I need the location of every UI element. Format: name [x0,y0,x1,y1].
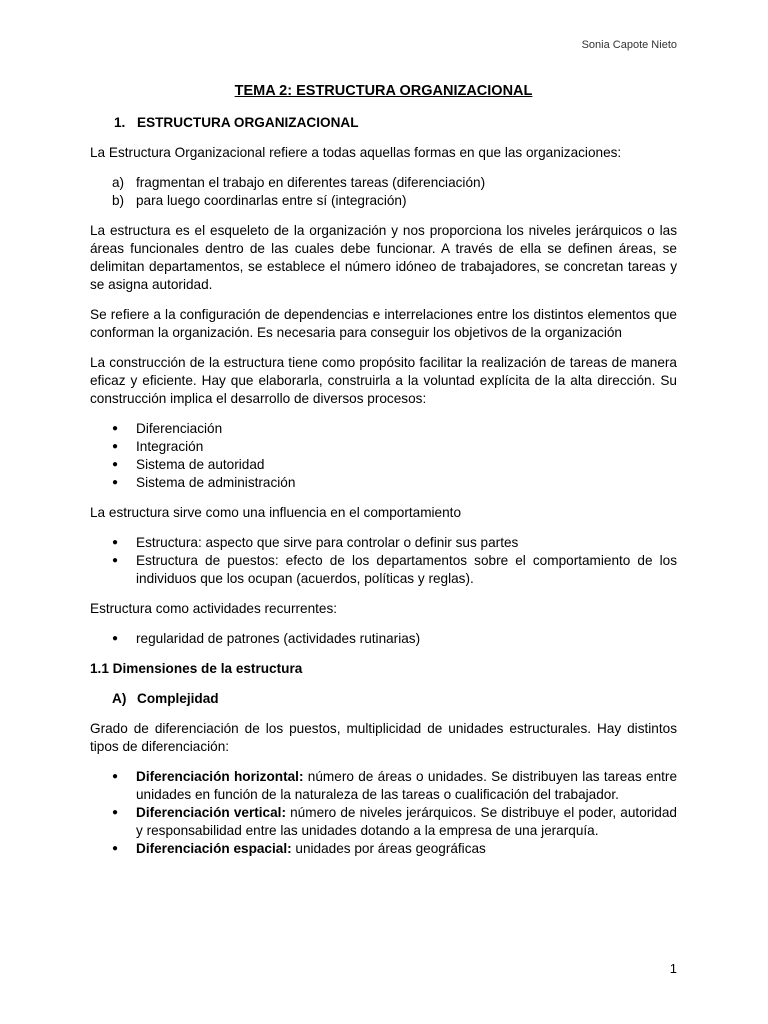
list-item [90,840,677,858]
bullet-icon: ● [112,771,119,782]
document-title: TEMA 2: ESTRUCTURA ORGANIZACIONAL [234,83,533,99]
list-item [90,420,677,438]
bullet-icon: ● [112,843,119,854]
list-item-text: Sistema de autoridad [136,457,265,472]
list-item-text: para luego coordinarlas entre sí (integración) [136,193,407,208]
subsubsection-heading-text: Complejidad [137,691,219,706]
list-item [90,534,677,552]
list-item [90,192,677,210]
list-marker: a) [112,175,125,190]
page-number: 1 [669,961,677,976]
bullet-icon: ● [112,459,119,470]
recurrent-list [90,630,677,648]
list-item-text [136,804,677,840]
processes-list [90,420,677,492]
header-author: Sonia Capote Nieto [581,39,677,51]
paragraph: La estructura sirve como una influencia en el comportamiento [90,505,462,520]
influence-list [90,534,677,588]
paragraph: Grado de diferenciación de los puestos, multiplicidad de unidades estructurales. Hay distintos tipos de diferenciación: [90,721,677,754]
bullet-icon: ● [112,633,119,644]
term: Diferenciación vertical: [136,805,286,820]
list-item-text [136,840,677,858]
list-item-text: Estructura: aspecto que sirve para controlar o definir sus partes [136,535,519,550]
lettered-list [90,174,677,210]
paragraph: La estructura es el esqueleto de la organización y nos proporciona los niveles jerárquicos o las áreas funcionales dentro de las cuales debe funcionar. A través de ella se definen áreas, se delimitan departamentos, se establece el número idóneo de trabajadores, se concretan tareas y se asigna autoridad. [90,223,677,292]
paragraph: Estructura como actividades recurrentes: [90,601,338,616]
bullet-icon: ● [112,807,119,818]
list-item [90,438,677,456]
term: Diferenciación horizontal: [136,769,304,784]
list-item-text: fragmentan el trabajo en diferentes tareas (diferenciación) [136,175,486,190]
section-number: 1. [114,115,126,130]
list-item-text: Sistema de administración [136,475,296,490]
list-item-text: Estructura de puestos: efecto de los departamentos sobre el comportamiento de los individuos que los ocupan (acuerdos, políticas y reglas). [136,553,677,586]
bullet-icon: ● [112,477,119,488]
term: Diferenciación espacial: [136,841,292,856]
list-item [90,804,677,840]
subsection-heading: 1.1 Dimensiones de la estructura [90,661,303,676]
paragraph: Se refiere a la configuración de dependencias e interrelaciones entre los distintos elementos que conforman la organización. Es necesaria para conseguir los objetivos de la organización [90,307,677,340]
bullet-icon: ● [112,441,119,452]
list-item-text: regularidad de patrones (actividades rutinarias) [136,631,421,646]
subsubsection-marker: A) [112,691,127,706]
section-heading-1 [90,114,677,132]
list-marker: b) [112,193,125,208]
definition: número de niveles jerárquicos. Se distribuye el poder, autoridad y responsabilidad entre las unidades dotando a la empresa de una jerarquía. [136,805,677,838]
bullet-icon: ● [112,537,119,548]
list-item [90,456,677,474]
subsubsection-heading [90,690,677,708]
list-item [90,552,677,588]
list-item [90,630,677,648]
definition: número de áreas o unidades. Se distribuyen las tareas entre unidades en función de la naturaleza de las tareas o cualificación del trabajador. [136,769,678,802]
list-item-text: Diferenciación [136,421,223,436]
document-body [90,114,677,870]
bullet-icon: ● [112,423,119,434]
differentiation-types-list [90,768,677,858]
section-heading-text: ESTRUCTURA ORGANIZACIONAL [137,115,359,130]
paragraph-intro: La Estructura Organizacional refiere a todas aquellas formas en que las organizaciones: [90,145,622,160]
list-item [90,474,677,492]
bullet-icon: ● [112,555,119,566]
list-item-text: Integración [136,439,204,454]
paragraph: La construcción de la estructura tiene como propósito facilitar la realización de tareas de manera eficaz y eficiente. Hay que elaborarla, construirla a la voluntad explícita de la alta dirección. Su construcción implica el desarrollo de diversos procesos: [90,355,677,406]
list-item [90,768,677,804]
document-page [90,0,677,1024]
list-item-text [136,768,677,804]
definition: unidades por áreas geográficas [291,841,486,856]
list-item [90,174,677,192]
